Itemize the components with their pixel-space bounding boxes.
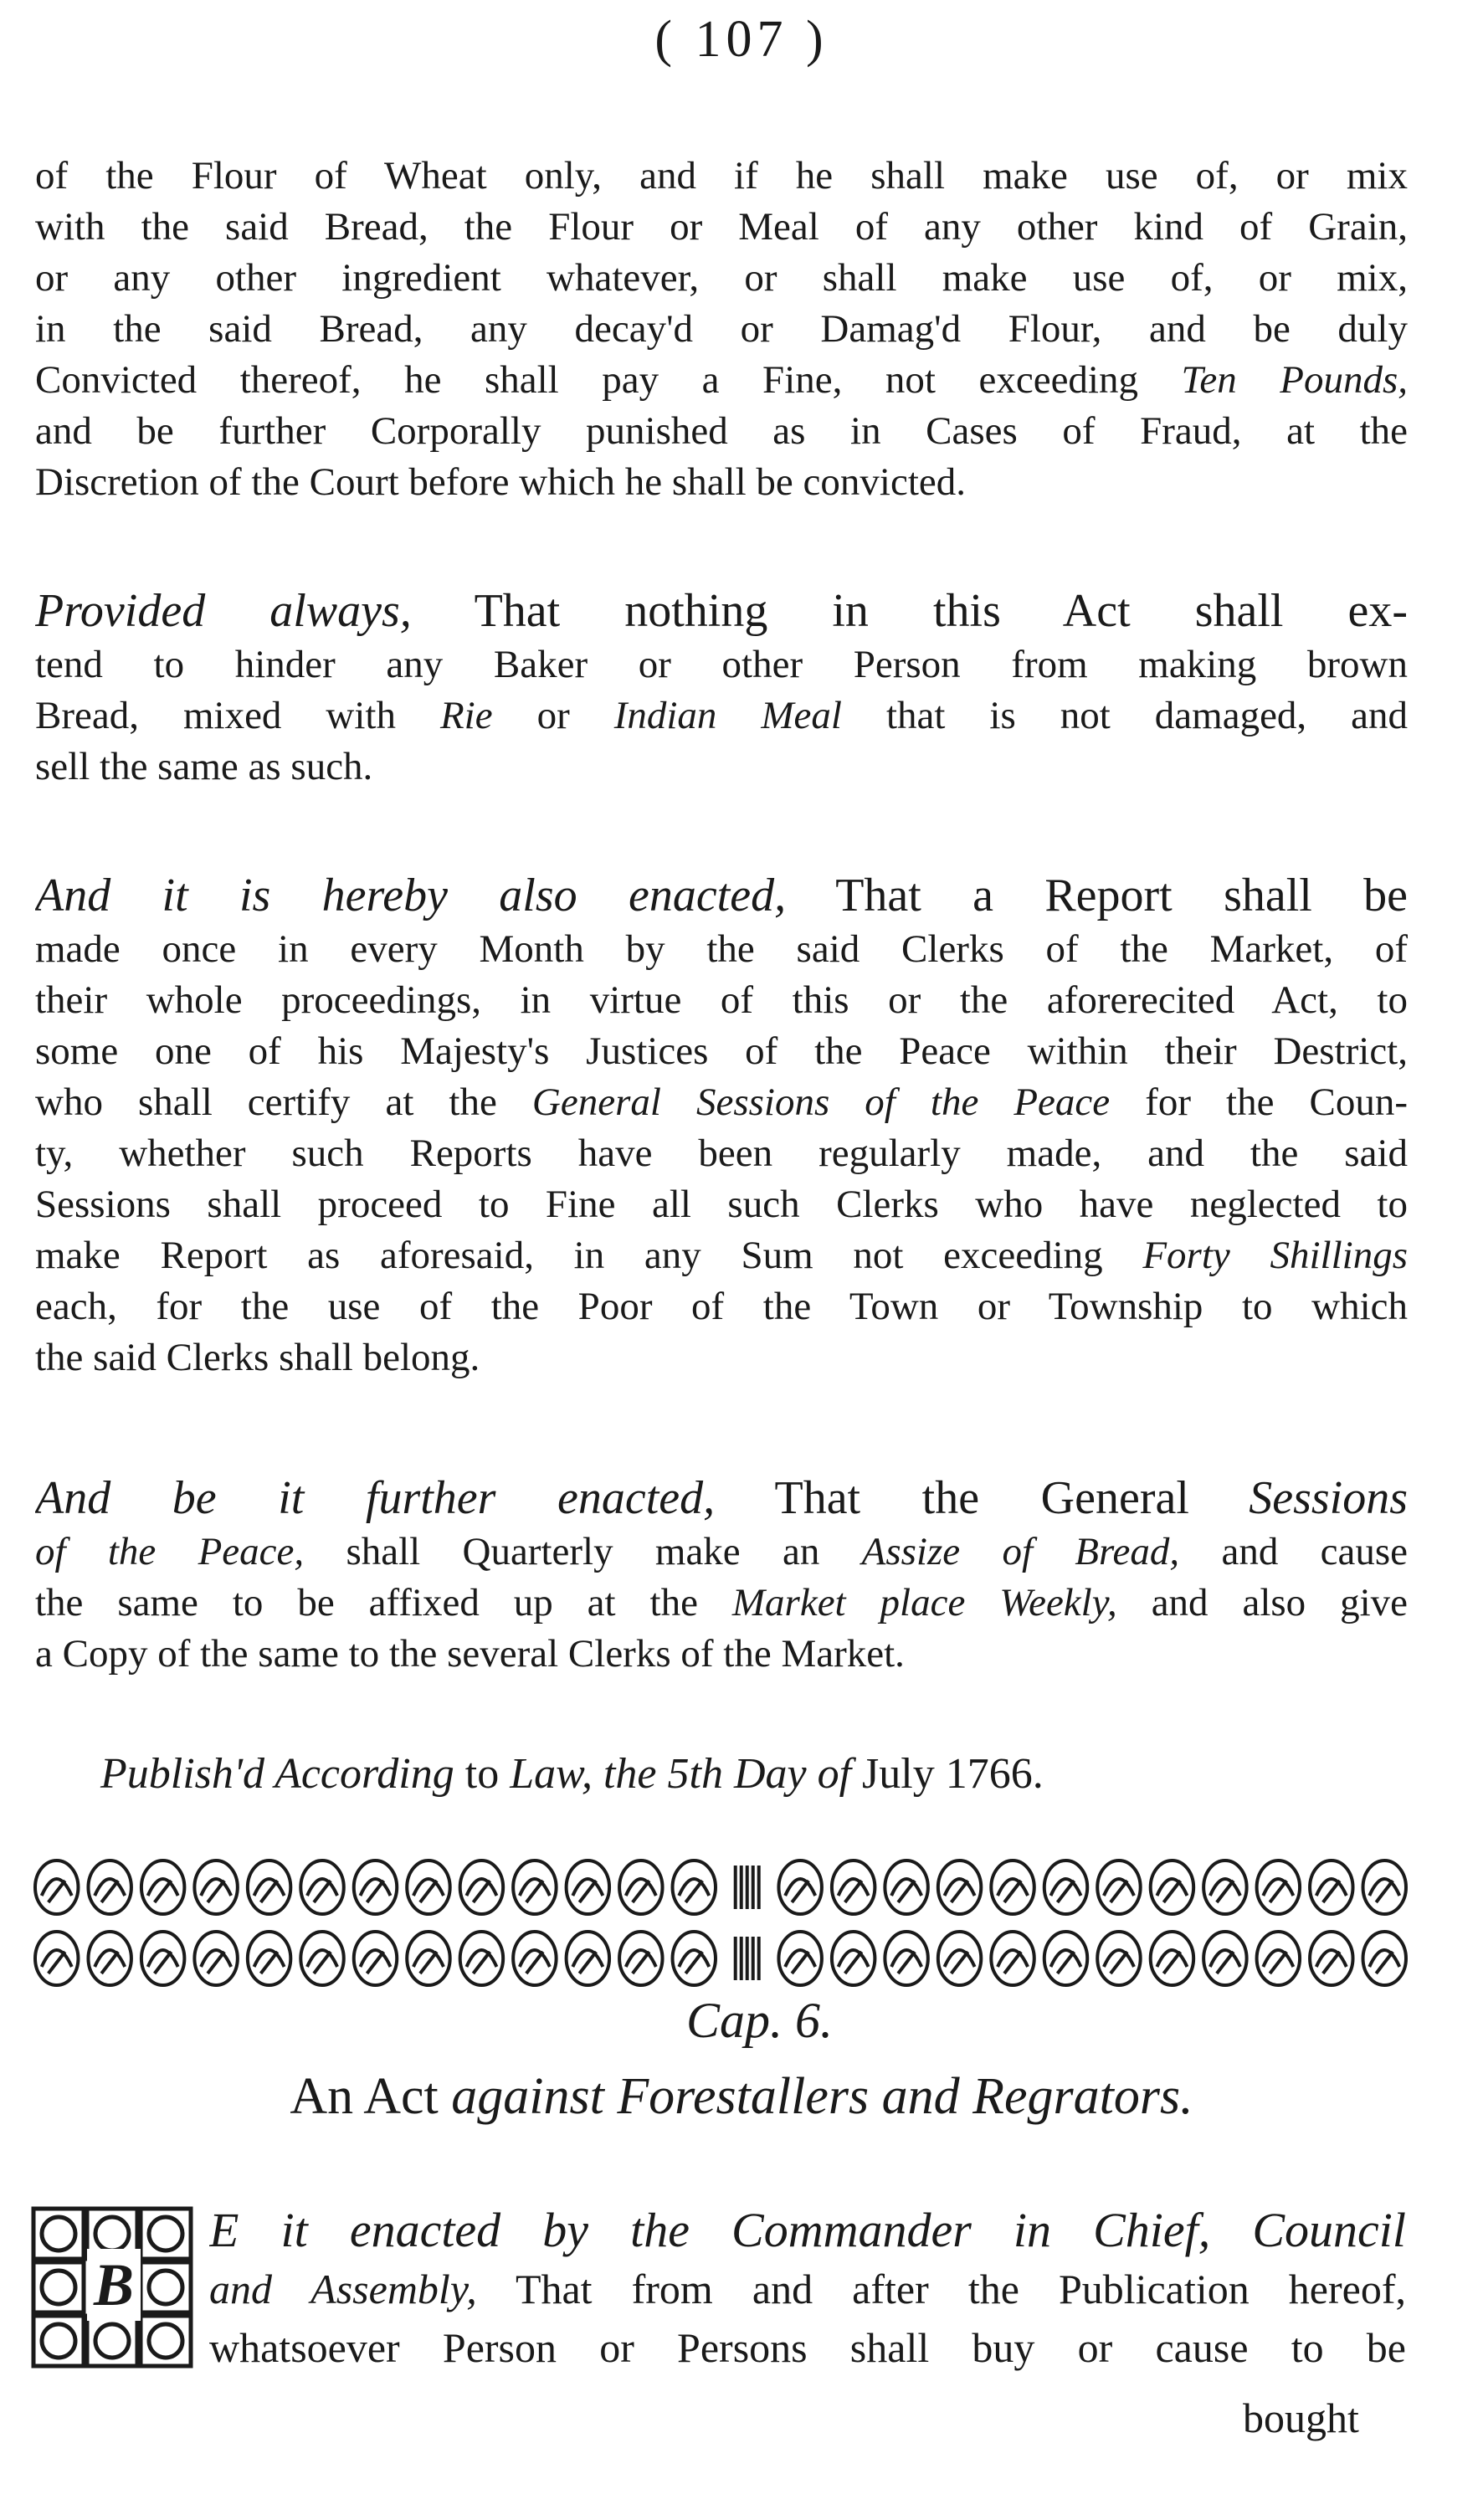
- ornament-flower-detail: [891, 1879, 921, 1902]
- text-line: of the Flour of Wheat only, and if he shall make use of, or mix: [35, 154, 1408, 198]
- ornament-flower: [885, 1860, 927, 1914]
- ornament-flower: [1203, 1932, 1246, 1985]
- ornament-flower: [673, 1860, 716, 1914]
- initial-letter: B: [87, 2249, 141, 2321]
- ornament-flower: [194, 1860, 237, 1914]
- catchword: bought: [1243, 2394, 1359, 2441]
- ornament-flower: [938, 1860, 981, 1914]
- ornament-flower-detail: [1157, 1950, 1187, 1973]
- ornament-flower-detail: [413, 1950, 444, 1973]
- ornament-flower-detail: [361, 1879, 391, 1902]
- ornament-flower-detail: [1157, 1879, 1187, 1902]
- text-line: each, for the use of the Poor of the Town or Township to which: [35, 1285, 1408, 1328]
- text-line: the same to be affixed up at the Market place Weekly, and also give: [35, 1581, 1408, 1624]
- text-line: Bread, mixed with Rie or Indian Meal that is not damaged, and: [35, 694, 1408, 737]
- ornament-flower: [567, 1860, 609, 1914]
- ornament-flower-detail: [572, 1950, 603, 1973]
- ornament-flower: [248, 1932, 290, 1985]
- ornament-flower: [885, 1932, 927, 1985]
- page-number: ( 107 ): [654, 11, 829, 68]
- ornament-flower-detail: [520, 1879, 550, 1902]
- ornament-flower-detail: [998, 1879, 1028, 1902]
- ornament-flower-detail: [42, 1879, 72, 1902]
- ornament-flower: [1203, 1860, 1246, 1914]
- ornament-flower: [513, 1932, 556, 1985]
- ornament-flower-detail: [1316, 1879, 1347, 1902]
- text-line: in the said Bread, any decay'd or Damag'd Flour, and be duly: [35, 307, 1408, 351]
- ornament-flower: [1257, 1860, 1300, 1914]
- ornament-flower-detail: [1051, 1879, 1081, 1902]
- text-line: a Copy of the same to the several Clerks of the Market.: [35, 1632, 905, 1676]
- ornament-flower-detail: [891, 1950, 921, 1973]
- ornament-flower: [88, 1932, 131, 1985]
- ornament-flower-detail: [679, 1879, 709, 1902]
- ornament-flower-detail: [466, 1950, 496, 1973]
- ornament-flower-detail: [945, 1879, 975, 1902]
- ornament-flower-detail: [785, 1950, 815, 1973]
- chapter-label: Cap. 6.: [686, 1993, 834, 2048]
- ornament-flower-detail: [42, 1950, 72, 1973]
- text-line: E it enacted by the Commander in Chief, Council: [209, 2203, 1406, 2257]
- text-line: who shall certify at the General Sessions of the Peace for the Coun-: [35, 1080, 1408, 1124]
- ornament-flower-detail: [1051, 1950, 1081, 1973]
- text-line: some one of his Majesty's Justices of the Peace within their Destrict,: [35, 1029, 1408, 1073]
- text-line: the said Clerks shall belong.: [35, 1336, 480, 1379]
- ornament-flower: [141, 1932, 184, 1985]
- text-line: ty, whether such Reports have been regularly made, and the said: [35, 1132, 1408, 1175]
- text-line: whatsoever Person or Persons shall buy or cause to be: [209, 2324, 1406, 2371]
- paragraph-lead: Provided always,: [35, 586, 412, 637]
- paragraph-be-it-enacted: [209, 2201, 1406, 2377]
- ornament-flower-detail: [572, 1879, 603, 1902]
- ornament-flower: [1363, 1860, 1406, 1914]
- text-line: Sessions shall proceed to Fine all such Clerks who have neglected to: [35, 1183, 1408, 1226]
- text-line: with the said Bread, the Flour or Meal of any other kind of Grain,: [35, 205, 1408, 249]
- ornament-flower-detail: [998, 1950, 1028, 1973]
- ornament-flower-detail: [1104, 1879, 1134, 1902]
- ornament-flower-detail: [945, 1950, 975, 1973]
- ornament-flower-detail: [839, 1879, 869, 1902]
- ornament-flower-detail: [839, 1950, 869, 1973]
- ornament-flower-detail: [466, 1879, 496, 1902]
- text-line: of the Peace, shall Quarterly make an Assize of Bread, and cause: [35, 1530, 1408, 1573]
- ornament-flower-detail: [95, 1879, 125, 1902]
- ornament-flower: [407, 1860, 449, 1914]
- paragraph-report-clause: [35, 870, 1408, 1383]
- paragraph-flour-clause: [35, 151, 1408, 508]
- decorated-initial: [30, 2205, 198, 2373]
- ornament-flower: [141, 1860, 184, 1914]
- ornament-flower-detail: [1369, 1879, 1399, 1902]
- ornament-flower-detail: [1104, 1950, 1134, 1973]
- ornament-flower: [1310, 1860, 1352, 1914]
- text-line: And be it further enacted, That the General Sessions: [35, 1473, 1408, 1524]
- ornament-flower: [673, 1932, 716, 1985]
- fine-amount: Ten Pounds,: [1181, 358, 1408, 402]
- ornament-flower: [300, 1860, 343, 1914]
- text-line: made once in every Month by the said Clerks of the Market, of: [35, 927, 1408, 971]
- publication-line: Publish'd According to Law, the 5th Day of July 1766.: [100, 1750, 1044, 1798]
- ornament-flower: [567, 1932, 609, 1985]
- text-line: make Report as aforesaid, in any Sum not exceeding Forty Shillings: [35, 1234, 1408, 1277]
- ornament-flower: [300, 1932, 343, 1985]
- ornament-flower: [354, 1860, 397, 1914]
- paragraph-lead: And be it further enacted,: [35, 1473, 716, 1524]
- ornament-flower-detail: [307, 1950, 337, 1973]
- text-line: or any other ingredient whatever, or shall make use of, or mix,: [35, 256, 1408, 300]
- ornament-flower-detail: [785, 1879, 815, 1902]
- ornament-flower: [1097, 1860, 1140, 1914]
- ornament-flower: [991, 1932, 1034, 1985]
- ornament-flower-detail: [1263, 1879, 1293, 1902]
- paragraph-provided-always: [35, 586, 1408, 793]
- ornament-flower-detail: [201, 1879, 231, 1902]
- paragraph-lead: And it is hereby also enacted,: [35, 870, 787, 921]
- ornament-flower-detail: [413, 1879, 444, 1902]
- ornament-flower: [1310, 1932, 1352, 1985]
- text-line: their whole proceedings, in virtue of this or the aforerecited Act, to: [35, 978, 1408, 1022]
- text-line: sell the same as such.: [35, 745, 373, 788]
- ornament-flower-detail: [626, 1879, 656, 1902]
- ornament-flower: [88, 1860, 131, 1914]
- ornament-flower-detail: [520, 1950, 550, 1973]
- ornament-border: [30, 1850, 1411, 2000]
- ornament-flower: [832, 1932, 875, 1985]
- text-line: And it is hereby also enacted, That a Report shall be: [35, 870, 1408, 921]
- ornament-flower-detail: [1369, 1950, 1399, 1973]
- text-line: Discretion of the Court before which he shall be convicted.: [35, 460, 966, 504]
- ornament-flower: [778, 1860, 821, 1914]
- ornament-flower: [354, 1932, 397, 1985]
- ornament-flower: [35, 1932, 78, 1985]
- ornament-flower-detail: [201, 1950, 231, 1973]
- ornament-flower: [35, 1860, 78, 1914]
- ornament-flower: [1363, 1932, 1406, 1985]
- ornament-flower-detail: [626, 1950, 656, 1973]
- ornament-flower: [832, 1860, 875, 1914]
- ornament-flower-detail: [307, 1879, 337, 1902]
- ornament-flower-detail: [1316, 1950, 1347, 1973]
- ornament-flower-detail: [1210, 1879, 1240, 1902]
- ornament-flower-detail: [1210, 1950, 1240, 1973]
- text-line: and be further Corporally punished as in Cases of Fraud, at the: [35, 409, 1408, 453]
- ornament-flower-detail: [361, 1950, 391, 1973]
- ornament-flower-detail: [148, 1950, 178, 1973]
- ornament-flower: [991, 1860, 1034, 1914]
- ornament-flower: [248, 1860, 290, 1914]
- ornament-flower-detail: [254, 1950, 285, 1973]
- ornament-flower: [460, 1932, 503, 1985]
- ornament-flower: [407, 1932, 449, 1985]
- ornament-flower: [1044, 1860, 1087, 1914]
- ornament-flower: [619, 1932, 662, 1985]
- text-line: tend to hinder any Baker or other Person from making brown: [35, 643, 1408, 686]
- ornament-flower: [513, 1860, 556, 1914]
- ornament-flower: [1151, 1860, 1193, 1914]
- paragraph-assize-clause: [35, 1473, 1408, 1680]
- text-line: Provided always, That nothing in this Act shall ex-: [35, 586, 1408, 637]
- ornament-flower-detail: [95, 1950, 125, 1973]
- ornament-flower: [1044, 1932, 1087, 1985]
- text-line: and Assembly, That from and after the Publication hereof,: [209, 2266, 1406, 2312]
- ornament-flower: [460, 1860, 503, 1914]
- ornament-flower: [778, 1932, 821, 1985]
- ornament-flower-detail: [1263, 1950, 1293, 1973]
- ornament-flower-detail: [148, 1879, 178, 1902]
- ornament-flower-detail: [254, 1879, 285, 1902]
- ornament-flower: [619, 1860, 662, 1914]
- ornament-flower-detail: [679, 1950, 709, 1973]
- ornament-flower: [938, 1932, 981, 1985]
- ornament-flower: [194, 1932, 237, 1985]
- act-title: An Act against Forestallers and Regrators.: [290, 2068, 1193, 2125]
- ornament-flower: [1257, 1932, 1300, 1985]
- text-line: Convicted thereof, he shall pay a Fine, not exceeding Ten Pounds,: [35, 358, 1408, 402]
- ornament-flower: [1097, 1932, 1140, 1985]
- ornament-flower: [1151, 1932, 1193, 1985]
